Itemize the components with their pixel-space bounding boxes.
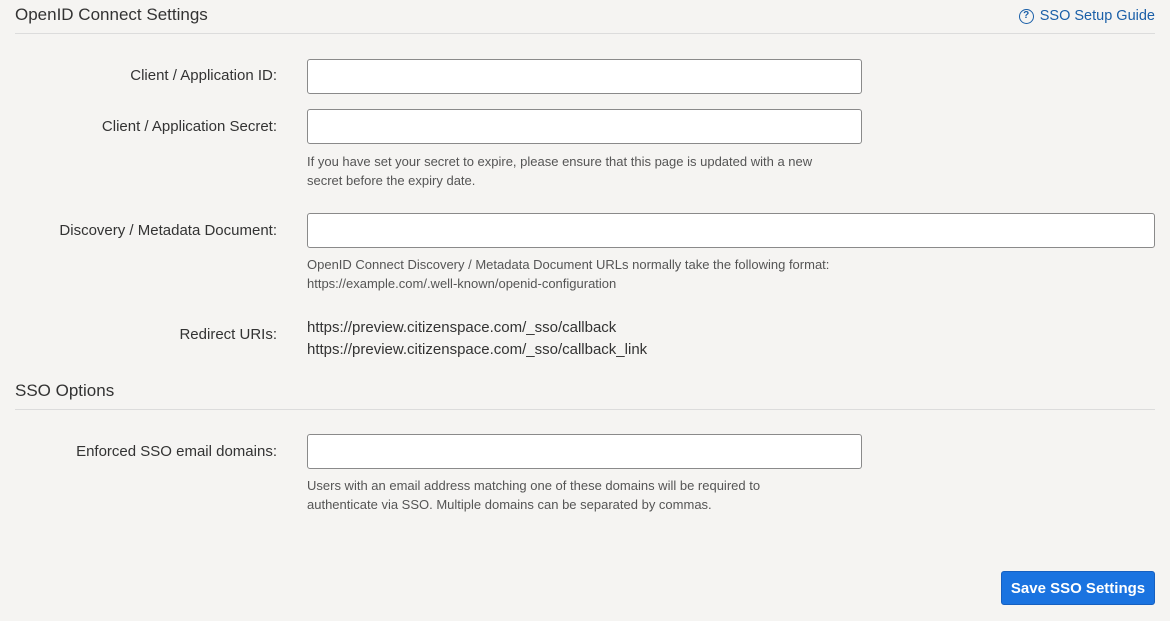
redirect-uris-list [307, 317, 647, 361]
redirect-uri: https://preview.citizenspace.com/_sso/callback_link [307, 341, 648, 358]
enforced-domains-help [307, 476, 760, 514]
openid-section-header [15, 4, 1155, 34]
client-secret-label: Client / Application Secret: [101, 118, 277, 135]
redirect-uri: https://preview.citizenspace.com/_sso/callback [307, 319, 617, 336]
client-secret-input[interactable] [307, 109, 862, 144]
section-title-openid: OpenID Connect Settings [15, 5, 208, 24]
client-secret-help [307, 152, 812, 190]
redirect-uris-label: Redirect URIs: [179, 326, 277, 343]
help-circle-icon: ? [1019, 9, 1034, 24]
client-id-label: Client / Application ID: [130, 67, 277, 84]
discovery-help [307, 255, 829, 293]
section-title-sso-options: SSO Options [15, 381, 115, 400]
save-sso-settings-button[interactable]: Save SSO Settings [1001, 571, 1155, 605]
enforced-domains-input[interactable] [307, 434, 862, 469]
enforced-domains-label: Enforced SSO email domains: [76, 443, 277, 460]
help-text-line: OpenID Connect Discovery / Metadata Document URLs normally take the following format: [307, 257, 830, 272]
help-text-line: authenticate via SSO. Multiple domains can be separated by commas. [307, 497, 712, 512]
help-text-line: secret before the expiry date. [307, 173, 476, 188]
help-text-line: If you have set your secret to expire, please ensure that this page is updated with a new [307, 154, 813, 169]
help-text-line: Users with an email address matching one of these domains will be required to [307, 478, 761, 493]
discovery-label: Discovery / Metadata Document: [59, 222, 277, 239]
help-text-line: https://example.com/.well-known/openid-configuration [307, 276, 617, 291]
sso-setup-guide-label: SSO Setup Guide [1039, 8, 1155, 24]
client-id-input[interactable] [307, 59, 862, 94]
sso-options-section-header [15, 380, 1155, 410]
discovery-input[interactable] [307, 213, 1155, 248]
sso-setup-guide-link[interactable] [1019, 6, 1155, 33]
